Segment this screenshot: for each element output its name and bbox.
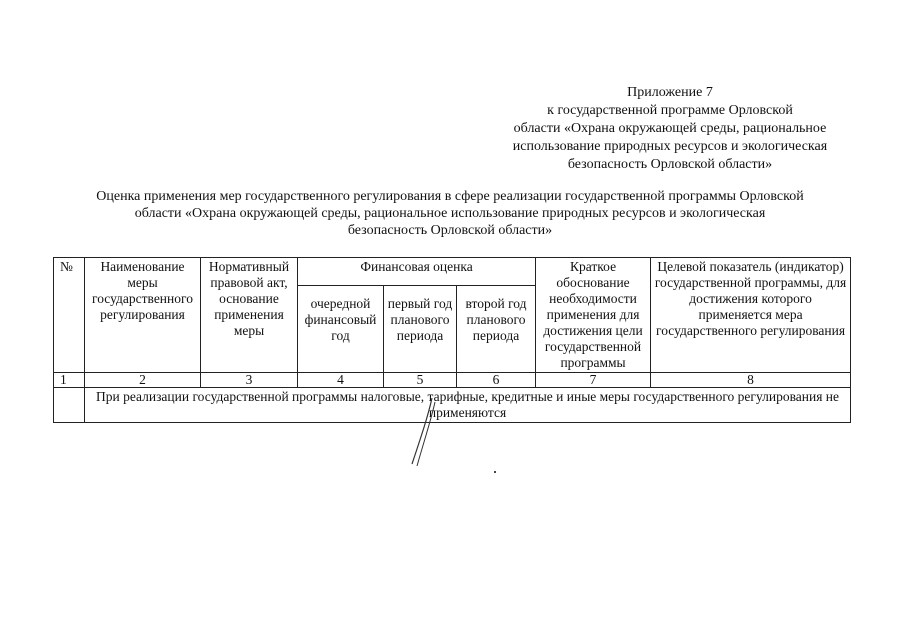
note-empty-cell (54, 388, 85, 423)
appendix-line: Приложение 7 (627, 85, 713, 100)
column-number: 8 (651, 373, 851, 388)
column-number: 4 (298, 373, 384, 388)
appendix-line: использование природных ресурсов и экологическая (512, 139, 828, 154)
title-line: области «Охрана окружающей среды, рациональное использование природных ресурсов и экологическая (134, 206, 766, 221)
column-number: 5 (384, 373, 457, 388)
header-no: № (54, 258, 85, 373)
appendix-line: области «Охрана окружающей среды, рациональное (513, 121, 827, 136)
appendix-line: безопасность Орловской области» (567, 157, 773, 172)
note-text: При реализации государственной программы налоговые, тарифные, кредитные и иные меры государственного регулирования не применяются (85, 388, 851, 423)
column-number: 7 (536, 373, 651, 388)
header-rationale: Краткое обоснование необходимости применения для достижения цели государственной программы (536, 258, 651, 373)
title-line: Оценка применения мер государственного регулирования в сфере реализации государственной программы Орловской (96, 189, 804, 204)
stray-dot-mark (492, 468, 500, 476)
header-row (54, 258, 851, 286)
header-target: Целевой показатель (индикатор) государственной программы, для достижения которого применяется мера государственного регулирования (651, 258, 851, 373)
header-fin-current: очередной финансовый год (298, 285, 384, 372)
column-number: 6 (457, 373, 536, 388)
title-line: безопасность Орловской области» (347, 223, 553, 238)
column-number: 3 (201, 373, 298, 388)
header-name: Наименование меры государственного регулирования (85, 258, 201, 373)
header-legal-act: Нормативный правовой акт, основание применения меры (201, 258, 298, 373)
document-title (50, 188, 850, 239)
appendix-line: к государственной программе Орловской (547, 103, 793, 118)
column-number-row (54, 373, 851, 388)
header-financial: Финансовая оценка (298, 258, 536, 286)
appendix-heading (490, 84, 850, 174)
note-row (54, 388, 851, 423)
measures-table (53, 257, 851, 423)
header-fin-second: второй год планового периода (457, 285, 536, 372)
column-number: 1 (54, 373, 85, 388)
header-fin-first: первый год планового периода (384, 285, 457, 372)
column-number: 2 (85, 373, 201, 388)
